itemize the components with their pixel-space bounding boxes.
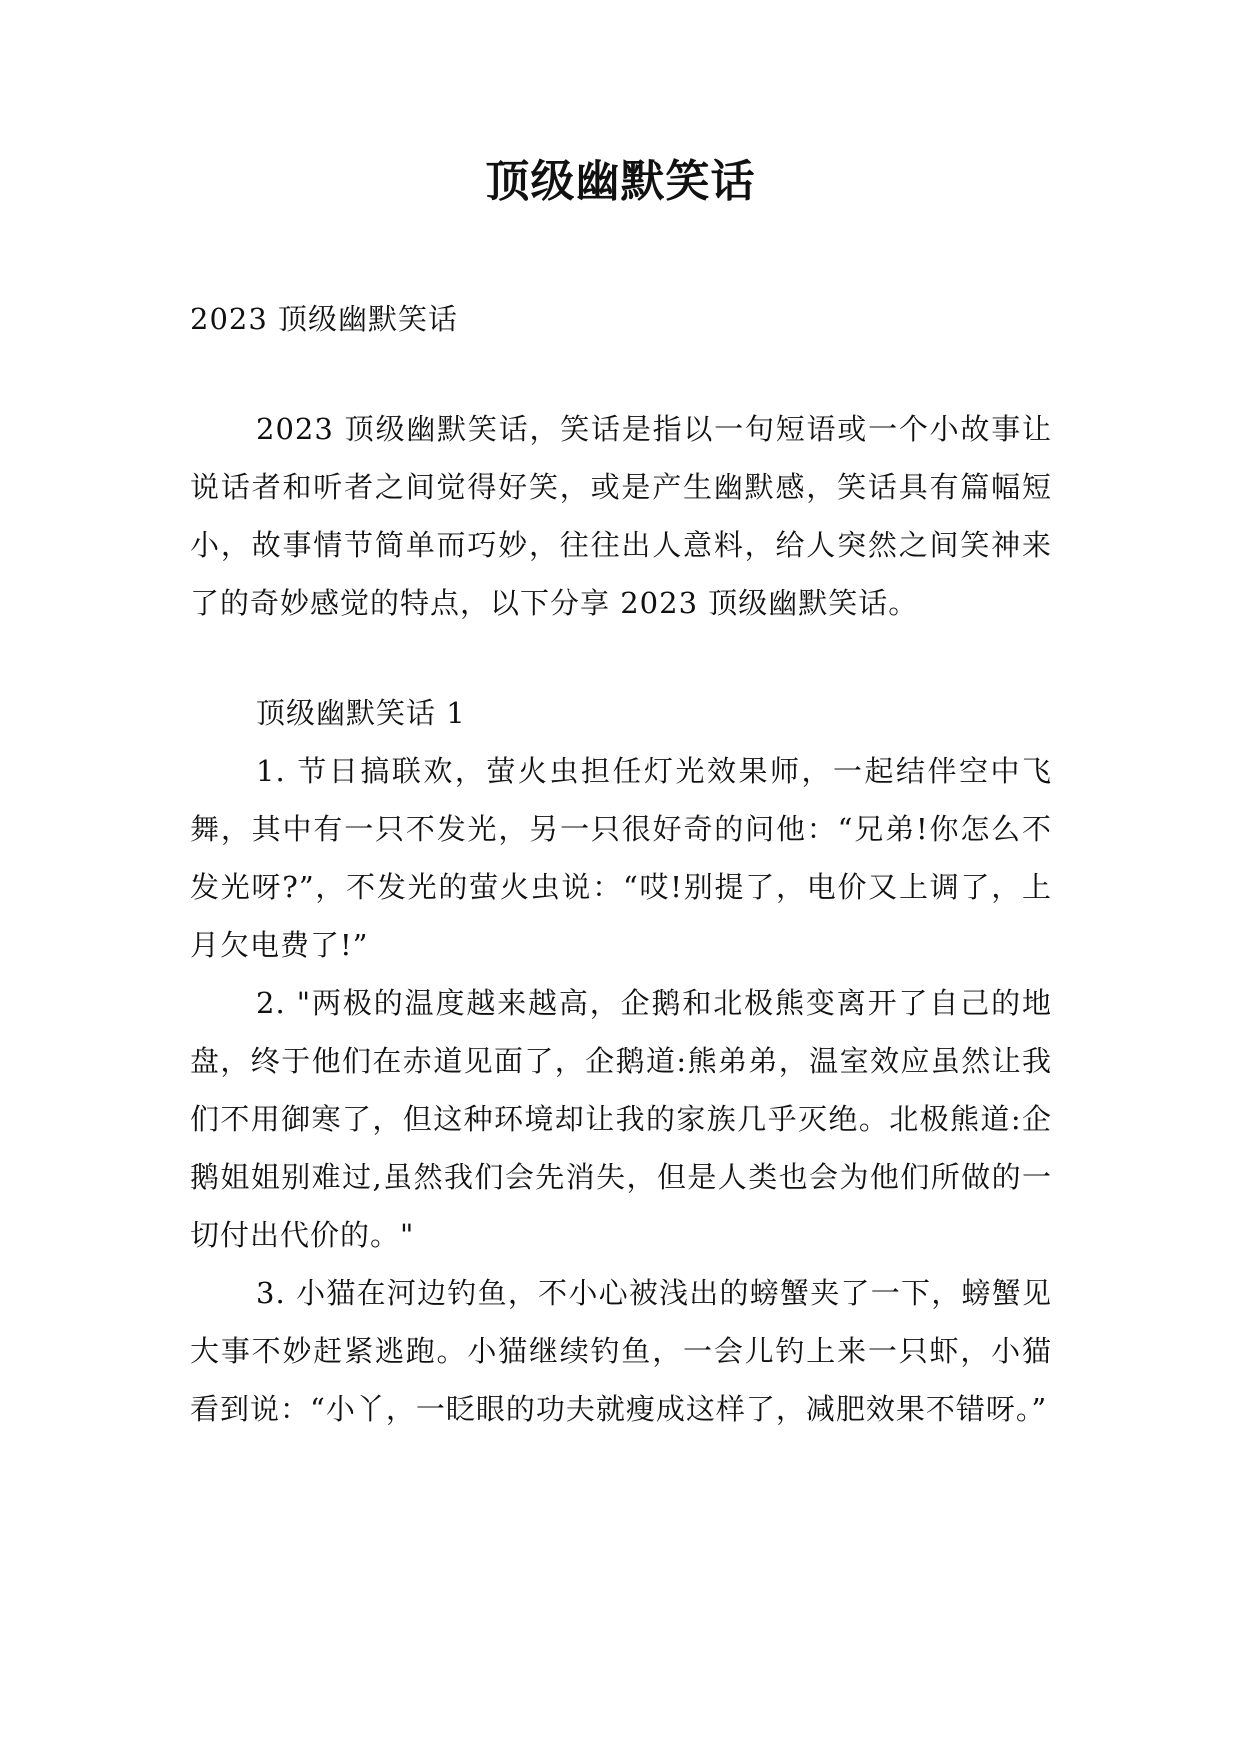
- joke-paragraph-2: 2. "两极的温度越来越高，企鹅和北极熊变离开了自己的地盘，终于他们在赤道见面了，企鹅道:熊弟弟，温室效应虽然让我们不用御寒了，但这种环境却让我的家族几乎灭绝。北极熊道:企鹅姐姐别难过,虽然我们会先消失，但是人类也会为他们所做的一切付出代价的。": [190, 986, 1052, 1252]
- document-body: [190, 290, 1052, 1438]
- document-title: 顶级幽默笑话: [485, 156, 756, 207]
- joke-paragraph-3: 3. 小猫在河边钓鱼，不小心被浅出的螃蟹夹了一下，螃蟹见大事不妙赶紧逃跑。小猫继续钓鱼，一会儿钓上来一只虾，小猫看到说：“小丫，一眨眼的功夫就瘦成这样了，减肥效果不错呀。”: [190, 1276, 1052, 1426]
- section-heading: 顶级幽默笑话 1: [256, 696, 466, 730]
- document-subtitle: 2023 顶级幽默笑话: [190, 302, 459, 336]
- joke-paragraph-1: 1. 节日搞联欢，萤火虫担任灯光效果师，一起结伴空中飞舞，其中有一只不发光，另一只很好奇的问他：“兄弟!你怎么不发光呀?”，不发光的萤火虫说：“哎!别提了，电价又上调了，上月欠电费了!”: [190, 754, 1052, 962]
- intro-paragraph: 2023 顶级幽默笑话，笑话是指以一句短语或一个小故事让说话者和听者之间觉得好笑，或是产生幽默感，笑话具有篇幅短小，故事情节简单而巧妙，往往出人意料，给人突然之间笑神来了的奇妙感觉的特点，以下分享 2023 顶级幽默笑话。: [190, 412, 1052, 620]
